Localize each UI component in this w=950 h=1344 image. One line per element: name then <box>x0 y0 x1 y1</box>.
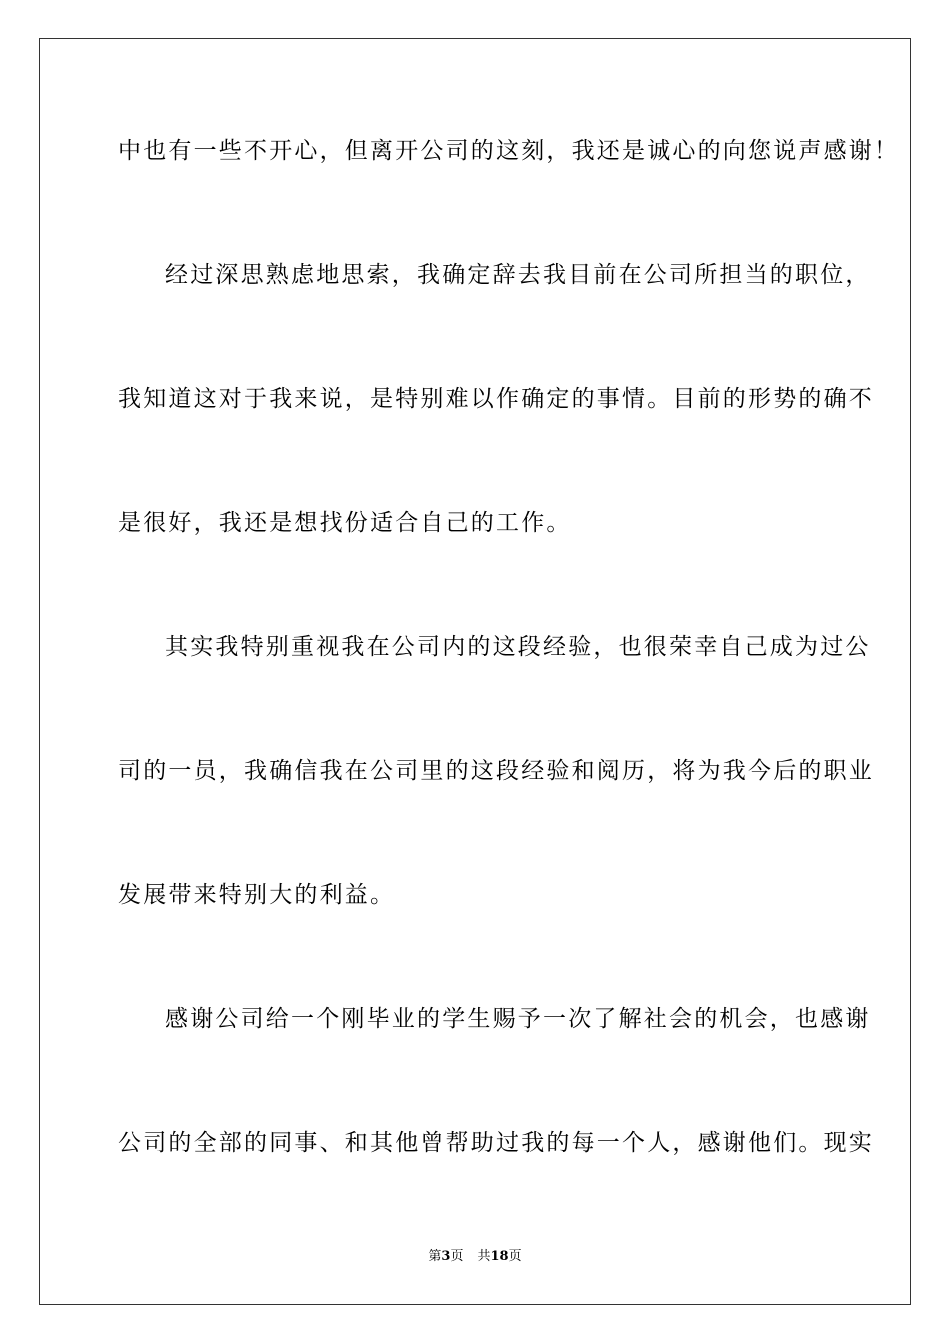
text-line-6: 司的一员，我确信我在公司里的这段经验和阅历，将为我今后的职业 <box>118 758 874 784</box>
total-prefix: 共 <box>477 1249 491 1264</box>
page-prefix: 第 <box>428 1249 442 1264</box>
text-line-7: 发展带来特别大的利益。 <box>118 882 396 908</box>
text-line-4: 是很好，我还是想找份适合自己的工作。 <box>118 510 572 536</box>
page-suffix: 页 <box>450 1249 464 1264</box>
total-pages: 18 <box>490 1249 509 1264</box>
text-line-5: 其实我特别重视我在公司内的这段经验，也很荣幸自己成为过公 <box>165 634 871 660</box>
text-line-3: 我知道这对于我来说，是特别难以作确定的事情。目前的形势的确不 <box>118 386 874 412</box>
total-suffix: 页 <box>508 1249 522 1264</box>
page-border <box>39 38 911 1305</box>
page-number: 3 <box>441 1249 451 1264</box>
text-line-9: 公司的全部的同事、和其他曾帮助过我的每一个人，感谢他们。现实 <box>118 1130 874 1156</box>
text-line-8: 感谢公司给一个刚毕业的学生赐予一次了解社会的机会，也感谢 <box>165 1006 871 1032</box>
text-line-2: 经过深思熟虑地思索，我确定辞去我目前在公司所担当的职位， <box>165 262 871 288</box>
text-line-1: 中也有一些不开心，但离开公司的这刻，我还是诚心的向您说声感谢！ <box>118 138 900 164</box>
page-footer <box>0 1248 950 1266</box>
